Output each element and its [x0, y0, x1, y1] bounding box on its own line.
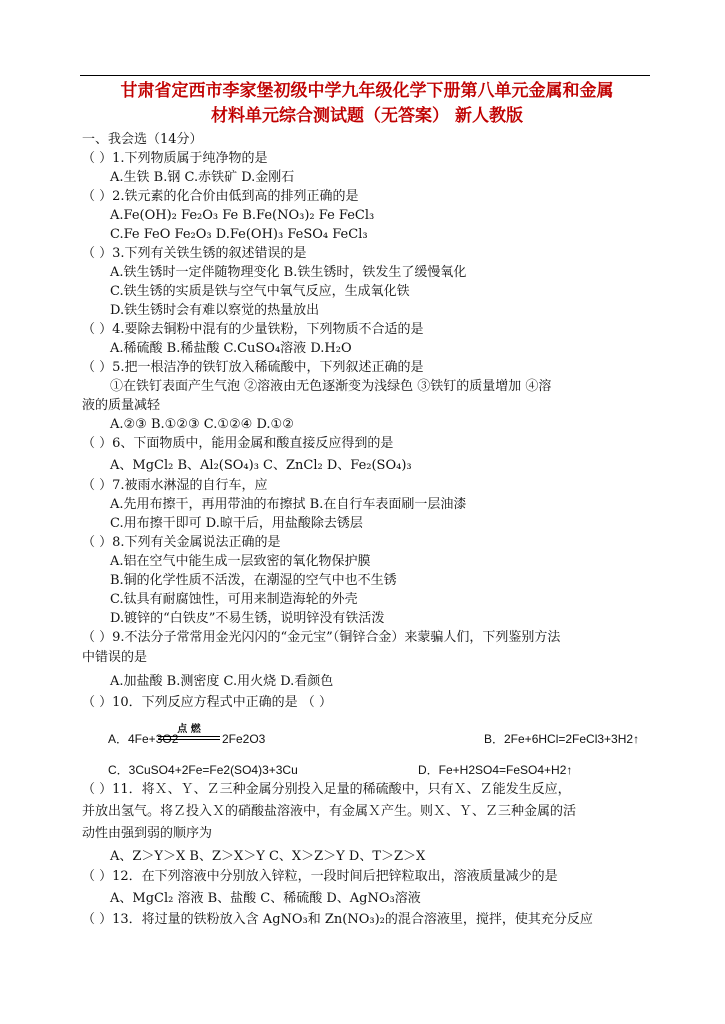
question-line: （ ）6、下面物质中，能用金属和酸直接反应得到的是: [82, 436, 394, 451]
equation-option-a-product: 2Fe2O3: [222, 732, 266, 746]
question-line: （ ）2.铁元素的化合价由低到高的排列正确的是: [82, 189, 359, 204]
equation-option-d: D．Fe+H2SO4=FeSO4+H2↑: [418, 763, 573, 777]
equals-sign: [158, 736, 220, 740]
question-line: （ ）12．在下列溶液中分别放入锌粒，一段时间后把锌粒取出，溶液质量减少的是: [82, 869, 558, 884]
option-line: A.先用布擦干，再用带油的布擦拭 B.在自行车表面刷一层油漆: [110, 497, 467, 512]
option-line: C.用布擦干即可 D.晾干后，用盐酸除去锈层: [110, 516, 363, 531]
option-line: A.②③ B.①②③ C.①②④ D.①②: [110, 417, 294, 432]
option-line: A.稀硫酸 B.稀盐酸 C.CuSO₄溶液 D.H₂O: [110, 341, 352, 356]
question-line: （ ）10．下列反应方程式中正确的是 （ ）: [82, 695, 332, 710]
question-line: （ ）3.下列有关铁生锈的叙述错误的是: [82, 246, 307, 261]
option-line: A.生铁 B.钢 C.赤铁矿 D.金刚石: [110, 170, 295, 185]
option-line: A.铝在空气中能生成一层致密的氧化物保护膜: [110, 554, 371, 569]
statement-line: ①在铁钉表面产生气泡 ②溶液由无色逐渐变为浅绿色 ③铁钉的质量增加 ④溶: [110, 379, 552, 394]
option-line: C.Fe FeO Fe₂O₃ D.Fe(OH)₃ FeSO₄ FeCl₃: [110, 227, 368, 242]
question-line: （ ）13．将过量的铁粉放入含 AgNO₃和 Zn(NO₃)₂的混合溶液里，搅拌，使其充分反应: [82, 912, 593, 927]
statement-line: 液的质量减轻: [82, 398, 161, 413]
option-line: A、MgCl₂ B、Al₂(SO₄)₃ C、ZnCl₂ D、Fe₂(SO₄)₃: [110, 458, 412, 473]
question-line: （ ）4.要除去铜粉中混有的少量铁粉，下列物质不合适的是: [82, 322, 424, 337]
option-line: A.Fe(OH)₂ Fe₂O₃ Fe B.Fe(NO₃)₂ Fe FeCl₃: [110, 208, 375, 223]
option-line: A.加盐酸 B.测密度 C.用火烧 D.看颜色: [110, 674, 334, 689]
reaction-condition-label: 点 燃: [177, 724, 201, 735]
equation-option-b: B．2Fe+6HCl=2FeCl3+3H2↑: [484, 732, 640, 746]
question-line: 中错误的是: [82, 650, 148, 665]
option-line: A、Z＞Y＞X B、Z＞X＞Y C、X＞Z＞Y D、T＞Z＞X: [110, 849, 426, 864]
option-line: D.镀锌的“白铁皮”不易生锈，说明锌没有铁活泼: [110, 611, 385, 626]
document-title-line-1: 甘肃省定西市李家堡初级中学九年级化学下册第八单元金属和金属: [120, 81, 614, 101]
question-line: （ ）9.不法分子常常用金光闪闪的“金元宝”（铜锌合金）来蒙骗人们，下列鉴别方法: [82, 630, 561, 645]
question-line: （ ）7.被雨水淋湿的自行车，应: [82, 478, 268, 493]
reaction-condition-mark: [158, 724, 220, 740]
question-line: （ ）11．将Ｘ、Ｙ、Ｚ三种金属分别投入足量的稀硫酸中，只有Ｘ、Ｚ能发生反应，: [82, 782, 571, 797]
option-line: C.铁生锈的实质是铁与空气中氧气反应，生成氧化铁: [110, 284, 410, 299]
option-line: D.铁生锈时会有难以察觉的热量放出: [110, 303, 320, 318]
equation-option-a: A．4Fe+3O2: [108, 732, 179, 746]
option-line: A、MgCl₂ 溶液 B、盐酸 C、稀硫酸 D、AgNO₃溶液: [110, 891, 421, 906]
equation-option-c: C．3CuSO4+2Fe=Fe2(SO4)3+3Cu: [108, 763, 298, 777]
question-line: （ ）5.把一根洁净的铁钉放入稀硫酸中，下列叙述正确的是: [82, 360, 424, 375]
option-line: C.钛具有耐腐蚀性，可用来制造海轮的外壳: [110, 592, 358, 607]
question-line: （ ）1.下列物质属于纯净物的是: [82, 151, 268, 166]
question-line: 动性由强到弱的顺序为: [82, 826, 213, 841]
header-rule: [80, 75, 650, 76]
document-title-line-2: 材料单元综合测试题（无答案） 新人教版: [211, 106, 523, 126]
section-heading: 一、我会选（14分）: [82, 132, 203, 147]
question-line: 并放出氢气。将Ｚ投入Ｘ的硝酸盐溶液中，有金属Ｘ产生。则Ｘ、Ｙ、Ｚ三种金属的活: [82, 804, 577, 819]
option-line: A.铁生锈时一定伴随物理变化 B.铁生锈时，铁发生了缓慢氧化: [110, 265, 467, 280]
question-line: （ ）8.下列有关金属说法正确的是: [82, 535, 281, 550]
option-line: B.铜的化学性质不活泼，在潮湿的空气中也不生锈: [110, 573, 397, 588]
